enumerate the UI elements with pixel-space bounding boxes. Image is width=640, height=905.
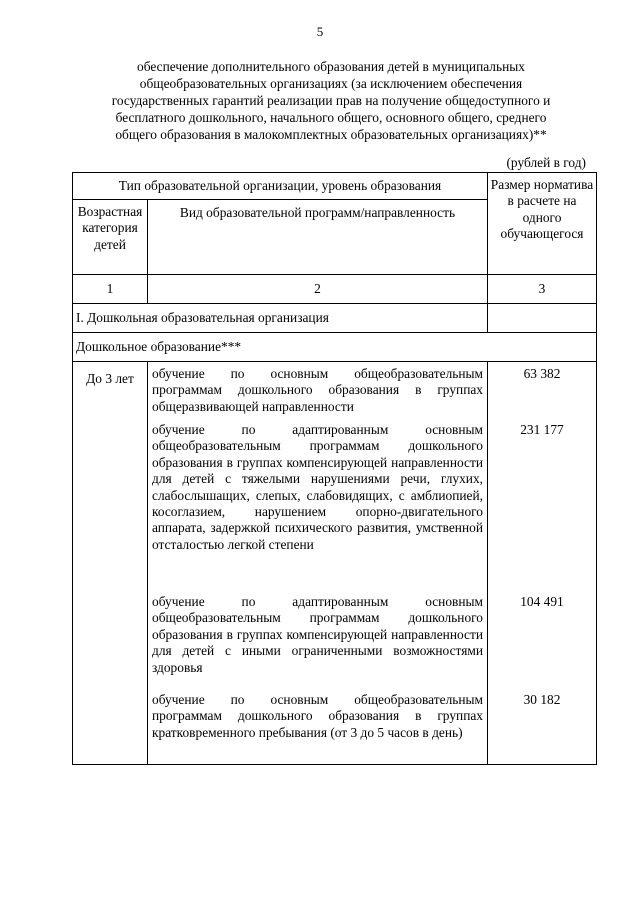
program-list (148, 362, 488, 765)
norm-value: 63 382 (523, 366, 561, 381)
empty-cell (488, 304, 597, 333)
header-norm-size: Размер норматива в расчете на одного обучающегося (488, 173, 597, 275)
header-row (73, 173, 597, 200)
norm-value: 30 182 (523, 692, 561, 707)
program-description: обучение по адаптированным основным общеобразовательным программам дошкольного образования в группах компенсирующей направленности для детей с иными ограниченными возможностями здоровья (152, 594, 483, 675)
intro-line: бесплатного дошкольного, начального общего, основного общего, среднего (115, 110, 547, 125)
section-title: I. Дошкольная образовательная организация (73, 304, 488, 333)
intro-line: государственных гарантий реализации прав на получение общедоступного и (111, 93, 551, 108)
section-row (73, 304, 597, 333)
program-description: обучение по основным общеобразовательным программам дошкольного образования в группах общеразвивающей направленности (152, 366, 483, 414)
age-group-label: До 3 лет (86, 371, 134, 386)
subsection-title: Дошкольное образование*** (73, 333, 597, 362)
header-age-category: Возрастная категория детей (73, 200, 148, 275)
intro-line: общеобразовательных организациях (за исключением обеспечения (139, 76, 523, 91)
subsection-row (73, 333, 597, 362)
intro-line: общего образования в малокомплектных образовательных организациях)** (115, 127, 547, 142)
header-type-level: Тип образовательной организации, уровень образования (73, 173, 488, 200)
value-list (488, 362, 597, 765)
column-numbers-row (73, 275, 597, 304)
intro-paragraph (74, 58, 588, 143)
age-group-cell (73, 362, 148, 765)
age-group-row (73, 362, 597, 765)
intro-line: обеспечение дополнительного образования детей в муниципальных (137, 59, 525, 74)
norms-table (72, 172, 597, 765)
column-number: 1 (73, 275, 148, 304)
program-description: обучение по адаптированным основным общеобразовательным программам дошкольного образования в группах компенсирующей направленности для детей с тяжелыми нарушениями речи, глухих, слабослышащих, слепых, слабовидящих, с амблиопией, косоглазием, нарушением опорно-двигательного аппарата, задержкой психического развития, умственной отсталостью легкой степени (152, 422, 483, 552)
column-number: 2 (148, 275, 488, 304)
page-number: 5 (316, 24, 324, 39)
column-number: 3 (488, 275, 597, 304)
norm-value: 104 491 (520, 594, 564, 609)
header-program: Вид образовательной программ/направленность (148, 200, 488, 275)
units-note: (рублей в год) (506, 155, 586, 170)
norm-value: 231 177 (520, 422, 564, 437)
program-description: обучение по основным общеобразовательным программам дошкольного образования в группах кратковременного пребывания (от 3 до 5 часов в день) (152, 692, 483, 740)
